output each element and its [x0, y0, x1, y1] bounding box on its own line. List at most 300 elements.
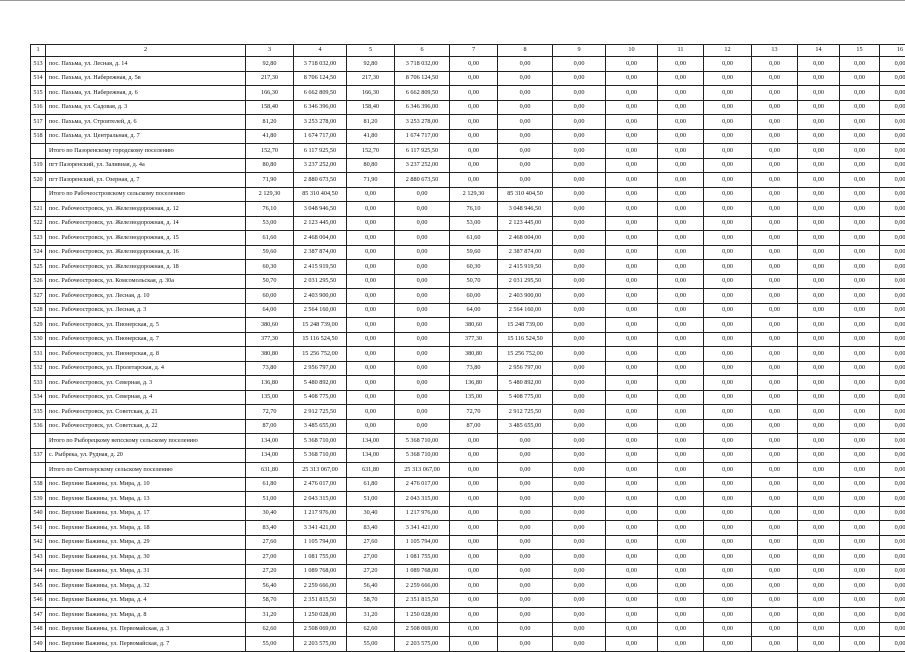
value-cell-col-7: 136,80: [450, 376, 498, 391]
value-cell-col-9: 0,00: [553, 115, 606, 130]
value-cell-col-14: 0,00: [798, 245, 840, 260]
value-cell-col-7: 0,00: [450, 564, 498, 579]
value-cell-col-5: 0,00: [347, 376, 395, 391]
value-cell-col-9: 0,00: [553, 86, 606, 101]
value-cell-col-7: 0,00: [450, 535, 498, 550]
value-cell-col-4: 2 956 797,00: [294, 361, 347, 376]
value-cell-col-6: 6 117 925,50: [395, 144, 450, 159]
row-number: 538: [31, 477, 46, 492]
address-cell: пос. Верхние Важины, ул. Мира, д. 18: [46, 521, 246, 536]
value-cell-col-6: 0,00: [395, 318, 450, 333]
column-header-9: 9: [553, 45, 606, 57]
address-cell: пос. Рабочеостровск, ул. Советская, д. 22: [46, 419, 246, 434]
column-header-5: 5: [347, 45, 395, 57]
value-cell-col-11: 0,00: [658, 376, 704, 391]
value-cell-col-4: 1 217 976,00: [294, 506, 347, 521]
value-cell-col-8: 0,00: [498, 158, 553, 173]
address-cell: пос. Пахьма, ул. Центральная, д. 7: [46, 129, 246, 144]
value-cell-col-16: 0,00: [880, 419, 905, 434]
value-cell-col-16: 0,00: [880, 535, 905, 550]
value-cell-col-3: 61,60: [246, 231, 294, 246]
value-cell-col-12: 0,00: [704, 622, 752, 637]
row-number: 523: [31, 231, 46, 246]
value-cell-col-13: 0,00: [752, 57, 798, 72]
value-cell-col-8: 2 912 725,50: [498, 405, 553, 420]
table-row: [31, 231, 905, 246]
address-cell: пос. Рабочеостровск, ул. Железнодорожная, д. 15: [46, 231, 246, 246]
value-cell-col-16: 0,00: [880, 187, 905, 202]
value-cell-col-5: 30,40: [347, 506, 395, 521]
value-cell-col-7: 0,00: [450, 129, 498, 144]
value-cell-col-15: 0,00: [840, 477, 880, 492]
value-cell-col-14: 0,00: [798, 492, 840, 507]
value-cell-col-8: 0,00: [498, 637, 553, 652]
value-cell-col-13: 0,00: [752, 115, 798, 130]
value-cell-col-4: 3 253 278,00: [294, 115, 347, 130]
column-header-14: 14: [798, 45, 840, 57]
table-row: [31, 579, 905, 594]
value-cell-col-12: 0,00: [704, 390, 752, 405]
value-cell-col-8: 2 387 874,00: [498, 245, 553, 260]
address-cell: пос. Пахьма, ул. Набережная, д. 6: [46, 86, 246, 101]
table-row: [31, 71, 905, 86]
value-cell-col-15: 0,00: [840, 434, 880, 449]
row-number: 513: [31, 57, 46, 72]
address-cell: пос. Рабочеостровск, ул. Советская, д. 21: [46, 405, 246, 420]
value-cell-col-11: 0,00: [658, 579, 704, 594]
value-cell-col-5: 62,60: [347, 622, 395, 637]
value-cell-col-12: 0,00: [704, 129, 752, 144]
value-cell-col-5: 158,40: [347, 100, 395, 115]
value-cell-col-14: 0,00: [798, 521, 840, 536]
value-cell-col-16: 0,00: [880, 245, 905, 260]
table-body: [31, 57, 905, 652]
row-number: 515: [31, 86, 46, 101]
value-cell-col-12: 0,00: [704, 637, 752, 652]
value-cell-col-6: 1 105 794,00: [395, 535, 450, 550]
value-cell-col-8: 0,00: [498, 463, 553, 478]
value-cell-col-6: 0,00: [395, 187, 450, 202]
subtotal-row: [31, 144, 905, 159]
value-cell-col-5: 0,00: [347, 202, 395, 217]
value-cell-col-13: 0,00: [752, 637, 798, 652]
table-row: [31, 347, 905, 362]
value-cell-col-3: 83,40: [246, 521, 294, 536]
subtotal-label: Итого по Пазоренскому городскому поселению: [46, 144, 246, 159]
value-cell-col-10: 0,00: [606, 57, 658, 72]
value-cell-col-14: 0,00: [798, 187, 840, 202]
value-cell-col-6: 1 217 976,00: [395, 506, 450, 521]
value-cell-col-6: 0,00: [395, 274, 450, 289]
value-cell-col-10: 0,00: [606, 173, 658, 188]
table-row: [31, 492, 905, 507]
value-cell-col-13: 0,00: [752, 274, 798, 289]
value-cell-col-13: 0,00: [752, 187, 798, 202]
value-cell-col-15: 0,00: [840, 463, 880, 478]
address-cell: пос. Рабочеостровск, ул. Пролетарская, д. 4: [46, 361, 246, 376]
value-cell-col-14: 0,00: [798, 361, 840, 376]
value-cell-col-16: 0,00: [880, 129, 905, 144]
value-cell-col-11: 0,00: [658, 100, 704, 115]
value-cell-col-10: 0,00: [606, 289, 658, 304]
value-cell-col-13: 0,00: [752, 506, 798, 521]
value-cell-col-5: 61,80: [347, 477, 395, 492]
value-cell-col-3: 61,80: [246, 477, 294, 492]
value-cell-col-10: 0,00: [606, 158, 658, 173]
value-cell-col-5: 0,00: [347, 347, 395, 362]
value-cell-col-11: 0,00: [658, 521, 704, 536]
value-cell-col-14: 0,00: [798, 115, 840, 130]
value-cell-col-6: 0,00: [395, 361, 450, 376]
value-cell-col-5: 31,20: [347, 608, 395, 623]
value-cell-col-14: 0,00: [798, 231, 840, 246]
value-cell-col-7: 53,00: [450, 216, 498, 231]
value-cell-col-16: 0,00: [880, 158, 905, 173]
value-cell-col-3: 152,70: [246, 144, 294, 159]
value-cell-col-13: 0,00: [752, 434, 798, 449]
value-cell-col-16: 0,00: [880, 506, 905, 521]
value-cell-col-10: 0,00: [606, 521, 658, 536]
value-cell-col-13: 0,00: [752, 535, 798, 550]
value-cell-col-6: 2 508 069,00: [395, 622, 450, 637]
value-cell-col-15: 0,00: [840, 202, 880, 217]
table-row: [31, 506, 905, 521]
value-cell-col-7: 0,00: [450, 477, 498, 492]
row-number: 529: [31, 318, 46, 333]
value-cell-col-11: 0,00: [658, 115, 704, 130]
value-cell-col-15: 0,00: [840, 173, 880, 188]
value-cell-col-12: 0,00: [704, 100, 752, 115]
value-cell-col-8: 0,00: [498, 550, 553, 565]
value-cell-col-4: 2 043 315,00: [294, 492, 347, 507]
value-cell-col-14: 0,00: [798, 57, 840, 72]
subtotal-row: [31, 463, 905, 478]
value-cell-col-6: 0,00: [395, 289, 450, 304]
table-row: [31, 550, 905, 565]
value-cell-col-14: 0,00: [798, 318, 840, 333]
value-cell-col-4: 6 662 809,50: [294, 86, 347, 101]
value-cell-col-6: 3 718 032,00: [395, 57, 450, 72]
value-cell-col-9: 0,00: [553, 579, 606, 594]
value-cell-col-13: 0,00: [752, 361, 798, 376]
value-cell-col-9: 0,00: [553, 564, 606, 579]
value-cell-col-5: 71,90: [347, 173, 395, 188]
value-cell-col-5: 27,60: [347, 535, 395, 550]
value-cell-col-7: 0,00: [450, 115, 498, 130]
value-cell-col-7: 59,60: [450, 245, 498, 260]
value-cell-col-9: 0,00: [553, 434, 606, 449]
value-cell-col-7: 0,00: [450, 593, 498, 608]
value-cell-col-10: 0,00: [606, 260, 658, 275]
value-cell-col-6: 1 089 768,00: [395, 564, 450, 579]
value-cell-col-15: 0,00: [840, 579, 880, 594]
value-cell-col-12: 0,00: [704, 492, 752, 507]
address-cell: пос. Пахьма, ул. Садовая, д. 3: [46, 100, 246, 115]
row-number: [31, 187, 46, 202]
value-cell-col-15: 0,00: [840, 390, 880, 405]
value-cell-col-8: 2 123 445,00: [498, 216, 553, 231]
value-cell-col-7: 0,00: [450, 86, 498, 101]
value-cell-col-3: 51,00: [246, 492, 294, 507]
value-cell-col-7: 0,00: [450, 506, 498, 521]
row-number: 534: [31, 390, 46, 405]
table-row: [31, 622, 905, 637]
value-cell-col-7: 0,00: [450, 579, 498, 594]
value-cell-col-6: 0,00: [395, 376, 450, 391]
value-cell-col-9: 0,00: [553, 550, 606, 565]
address-cell: пос. Рабочеостровск, ул. Лесная, д. 10: [46, 289, 246, 304]
value-cell-col-13: 0,00: [752, 622, 798, 637]
value-cell-col-9: 0,00: [553, 289, 606, 304]
value-cell-col-16: 0,00: [880, 86, 905, 101]
value-cell-col-4: 1 105 794,00: [294, 535, 347, 550]
row-number: 522: [31, 216, 46, 231]
value-cell-col-5: 166,30: [347, 86, 395, 101]
value-cell-col-7: 0,00: [450, 100, 498, 115]
value-cell-col-4: 3 485 655,00: [294, 419, 347, 434]
column-header-2: 2: [46, 45, 246, 57]
value-cell-col-4: 3 718 032,00: [294, 57, 347, 72]
value-cell-col-8: 15 116 524,50: [498, 332, 553, 347]
value-cell-col-5: 0,00: [347, 187, 395, 202]
value-cell-col-12: 0,00: [704, 173, 752, 188]
value-cell-col-3: 60,00: [246, 289, 294, 304]
value-cell-col-6: 5 368 710,00: [395, 448, 450, 463]
value-cell-col-5: 152,70: [347, 144, 395, 159]
row-number: [31, 144, 46, 159]
value-cell-col-9: 0,00: [553, 274, 606, 289]
value-cell-col-11: 0,00: [658, 390, 704, 405]
address-cell: пос. Рабочеостровск, ул. Пионерская, д. 5: [46, 318, 246, 333]
value-cell-col-12: 0,00: [704, 216, 752, 231]
column-header-6: 6: [395, 45, 450, 57]
value-cell-col-13: 0,00: [752, 260, 798, 275]
value-cell-col-12: 0,00: [704, 187, 752, 202]
value-cell-col-14: 0,00: [798, 564, 840, 579]
value-cell-col-7: 64,00: [450, 303, 498, 318]
value-cell-col-8: 2 468 004,00: [498, 231, 553, 246]
value-cell-col-10: 0,00: [606, 115, 658, 130]
value-cell-col-6: 2 880 673,50: [395, 173, 450, 188]
value-cell-col-8: 0,00: [498, 579, 553, 594]
value-cell-col-9: 0,00: [553, 71, 606, 86]
value-cell-col-16: 0,00: [880, 260, 905, 275]
value-cell-col-16: 0,00: [880, 608, 905, 623]
value-cell-col-14: 0,00: [798, 347, 840, 362]
address-cell: пос. Рабочеостровск, ул. Северная, д. 4: [46, 390, 246, 405]
value-cell-col-14: 0,00: [798, 289, 840, 304]
value-cell-col-10: 0,00: [606, 564, 658, 579]
value-cell-col-3: 72,70: [246, 405, 294, 420]
value-cell-col-15: 0,00: [840, 100, 880, 115]
value-cell-col-4: 2 912 725,50: [294, 405, 347, 420]
row-number: 527: [31, 289, 46, 304]
value-cell-col-11: 0,00: [658, 57, 704, 72]
value-cell-col-6: 6 662 809,50: [395, 86, 450, 101]
value-cell-col-6: 1 081 755,00: [395, 550, 450, 565]
value-cell-col-13: 0,00: [752, 86, 798, 101]
value-cell-col-4: 2 508 069,00: [294, 622, 347, 637]
address-cell: пос. Верхние Важины, ул. Мира, д. 8: [46, 608, 246, 623]
value-cell-col-4: 2 387 874,00: [294, 245, 347, 260]
table-row: [31, 289, 905, 304]
value-cell-col-7: 0,00: [450, 622, 498, 637]
value-cell-col-13: 0,00: [752, 477, 798, 492]
value-cell-col-7: 380,60: [450, 318, 498, 333]
address-cell: пос. Пахьма, ул. Набережная, д. 5в: [46, 71, 246, 86]
value-cell-col-15: 0,00: [840, 231, 880, 246]
value-cell-col-13: 0,00: [752, 129, 798, 144]
value-cell-col-4: 8 706 124,50: [294, 71, 347, 86]
value-cell-col-6: 0,00: [395, 245, 450, 260]
value-cell-col-15: 0,00: [840, 361, 880, 376]
value-cell-col-6: 2 476 017,00: [395, 477, 450, 492]
value-cell-col-7: 0,00: [450, 144, 498, 159]
value-cell-col-16: 0,00: [880, 231, 905, 246]
housing-register-table: [30, 44, 905, 652]
value-cell-col-15: 0,00: [840, 260, 880, 275]
value-cell-col-11: 0,00: [658, 622, 704, 637]
value-cell-col-3: 73,80: [246, 361, 294, 376]
value-cell-col-3: 62,60: [246, 622, 294, 637]
value-cell-col-12: 0,00: [704, 593, 752, 608]
value-cell-col-9: 0,00: [553, 593, 606, 608]
value-cell-col-7: 72,70: [450, 405, 498, 420]
value-cell-col-4: 1 089 768,00: [294, 564, 347, 579]
value-cell-col-14: 0,00: [798, 158, 840, 173]
value-cell-col-13: 0,00: [752, 332, 798, 347]
value-cell-col-13: 0,00: [752, 405, 798, 420]
value-cell-col-15: 0,00: [840, 593, 880, 608]
value-cell-col-6: 0,00: [395, 231, 450, 246]
value-cell-col-8: 2 415 919,50: [498, 260, 553, 275]
value-cell-col-4: 3 341 421,00: [294, 521, 347, 536]
value-cell-col-6: 1 250 028,00: [395, 608, 450, 623]
table-row: [31, 245, 905, 260]
value-cell-col-9: 0,00: [553, 173, 606, 188]
column-number-row: [31, 45, 905, 57]
table-row: [31, 318, 905, 333]
value-cell-col-7: 0,00: [450, 463, 498, 478]
value-cell-col-9: 0,00: [553, 100, 606, 115]
value-cell-col-4: 2 880 673,50: [294, 173, 347, 188]
value-cell-col-3: 55,00: [246, 637, 294, 652]
value-cell-col-13: 0,00: [752, 173, 798, 188]
value-cell-col-6: 0,00: [395, 390, 450, 405]
value-cell-col-12: 0,00: [704, 86, 752, 101]
value-cell-col-9: 0,00: [553, 245, 606, 260]
value-cell-col-10: 0,00: [606, 448, 658, 463]
address-cell: пгт Пазоренский, ул. Заливная, д. 4а: [46, 158, 246, 173]
value-cell-col-6: 2 043 315,00: [395, 492, 450, 507]
address-cell: пос. Рабочеостровск, ул. Железнодорожная, д. 18: [46, 260, 246, 275]
value-cell-col-4: 2 403 900,00: [294, 289, 347, 304]
value-cell-col-16: 0,00: [880, 521, 905, 536]
row-number: 521: [31, 202, 46, 217]
value-cell-col-11: 0,00: [658, 274, 704, 289]
value-cell-col-9: 0,00: [553, 318, 606, 333]
value-cell-col-11: 0,00: [658, 129, 704, 144]
value-cell-col-15: 0,00: [840, 274, 880, 289]
value-cell-col-16: 0,00: [880, 347, 905, 362]
value-cell-col-12: 0,00: [704, 260, 752, 275]
value-cell-col-7: 0,00: [450, 550, 498, 565]
value-cell-col-11: 0,00: [658, 202, 704, 217]
value-cell-col-13: 0,00: [752, 593, 798, 608]
value-cell-col-15: 0,00: [840, 405, 880, 420]
value-cell-col-16: 0,00: [880, 71, 905, 86]
row-number: 540: [31, 506, 46, 521]
column-header-7: 7: [450, 45, 498, 57]
value-cell-col-15: 0,00: [840, 187, 880, 202]
value-cell-col-6: 3 237 252,00: [395, 158, 450, 173]
value-cell-col-7: 0,00: [450, 637, 498, 652]
value-cell-col-9: 0,00: [553, 347, 606, 362]
value-cell-col-16: 0,00: [880, 434, 905, 449]
value-cell-col-4: 25 313 067,00: [294, 463, 347, 478]
address-cell: пос. Пахьма, ул. Строителей, д. 6: [46, 115, 246, 130]
value-cell-col-6: 3 341 421,00: [395, 521, 450, 536]
value-cell-col-14: 0,00: [798, 71, 840, 86]
value-cell-col-3: 27,00: [246, 550, 294, 565]
value-cell-col-6: 0,00: [395, 347, 450, 362]
row-number: 520: [31, 173, 46, 188]
value-cell-col-8: 0,00: [498, 477, 553, 492]
value-cell-col-10: 0,00: [606, 622, 658, 637]
value-cell-col-9: 0,00: [553, 216, 606, 231]
value-cell-col-3: 2 129,30: [246, 187, 294, 202]
value-cell-col-15: 0,00: [840, 506, 880, 521]
value-cell-col-12: 0,00: [704, 144, 752, 159]
value-cell-col-16: 0,00: [880, 405, 905, 420]
value-cell-col-3: 81,20: [246, 115, 294, 130]
value-cell-col-11: 0,00: [658, 71, 704, 86]
table-row: [31, 100, 905, 115]
value-cell-col-10: 0,00: [606, 492, 658, 507]
address-cell: пос. Верхние Важины, ул. Мира, д. 30: [46, 550, 246, 565]
value-cell-col-9: 0,00: [553, 390, 606, 405]
table-row: [31, 535, 905, 550]
value-cell-col-14: 0,00: [798, 274, 840, 289]
value-cell-col-15: 0,00: [840, 637, 880, 652]
value-cell-col-11: 0,00: [658, 303, 704, 318]
value-cell-col-7: 377,30: [450, 332, 498, 347]
value-cell-col-5: 27,00: [347, 550, 395, 565]
value-cell-col-5: 0,00: [347, 361, 395, 376]
value-cell-col-14: 0,00: [798, 332, 840, 347]
table-row: [31, 593, 905, 608]
value-cell-col-14: 0,00: [798, 86, 840, 101]
value-cell-col-8: 5 480 892,00: [498, 376, 553, 391]
value-cell-col-14: 0,00: [798, 550, 840, 565]
value-cell-col-7: 60,30: [450, 260, 498, 275]
value-cell-col-3: 71,90: [246, 173, 294, 188]
value-cell-col-5: 0,00: [347, 390, 395, 405]
value-cell-col-8: 2 956 797,00: [498, 361, 553, 376]
value-cell-col-11: 0,00: [658, 448, 704, 463]
page-top-rule: [0, 0, 905, 1]
value-cell-col-11: 0,00: [658, 318, 704, 333]
value-cell-col-12: 0,00: [704, 608, 752, 623]
value-cell-col-8: 0,00: [498, 506, 553, 521]
row-number: [31, 463, 46, 478]
value-cell-col-14: 0,00: [798, 144, 840, 159]
value-cell-col-5: 80,80: [347, 158, 395, 173]
value-cell-col-6: 1 674 717,00: [395, 129, 450, 144]
value-cell-col-4: 3 237 252,00: [294, 158, 347, 173]
value-cell-col-4: 2 351 815,50: [294, 593, 347, 608]
value-cell-col-12: 0,00: [704, 57, 752, 72]
